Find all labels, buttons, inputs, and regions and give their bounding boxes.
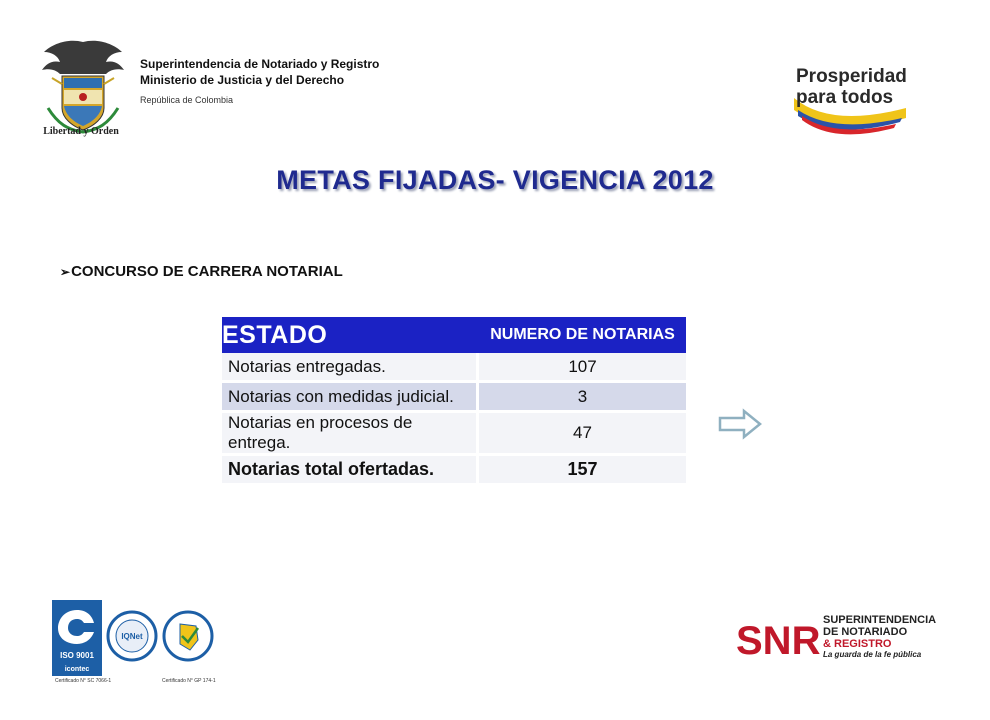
bullet-text: CONCURSO DE CARRERA NOTARIAL bbox=[71, 263, 343, 280]
row-label: Notarias entregadas. bbox=[222, 353, 479, 383]
org-name: Superintendencia de Notariado y Registro bbox=[140, 57, 380, 71]
snr-mark: SNR bbox=[736, 619, 821, 663]
row-label: Notarias en procesos de entrega. bbox=[222, 413, 479, 456]
snr-line1: SUPERINTENDENCIA bbox=[823, 614, 937, 626]
ministry-name: Ministerio de Justicia y del Derecho bbox=[140, 73, 345, 87]
bullet-item bbox=[60, 263, 343, 280]
right-arrow-icon[interactable] bbox=[718, 409, 762, 439]
prosperidad-line1: Prosperidad bbox=[796, 66, 907, 87]
row-value: 107 bbox=[479, 353, 686, 383]
iqnet-label: IQNet bbox=[121, 632, 143, 641]
table-row bbox=[222, 383, 686, 413]
table-total-row bbox=[222, 456, 686, 486]
snr-tagline: La guarda de la fe pública bbox=[823, 650, 922, 659]
snr-line2: DE NOTARIADO bbox=[823, 626, 908, 638]
bullet-arrow-icon: ➢ bbox=[60, 265, 71, 279]
total-label: Notarias total ofertadas. bbox=[222, 456, 479, 486]
row-value: 3 bbox=[479, 383, 686, 413]
row-value: 47 bbox=[479, 413, 686, 456]
coat-of-arms-icon bbox=[38, 38, 128, 140]
page-title: METAS FIJADAS- VIGENCIA 2012 bbox=[276, 165, 714, 195]
total-value: 157 bbox=[479, 456, 686, 486]
snr-logo bbox=[736, 612, 821, 663]
coat-caption: Libertad y Orden bbox=[43, 126, 119, 137]
column-header-numero: NUMERO DE NOTARIAS bbox=[479, 317, 686, 353]
prosperidad-line2: para todos bbox=[796, 87, 894, 108]
cert-caption-a: Certificado N° SC 7066-1 bbox=[55, 678, 112, 684]
table-row bbox=[222, 413, 686, 456]
notarias-table bbox=[222, 317, 686, 486]
country-name: República de Colombia bbox=[140, 95, 234, 105]
column-header-estado: ESTADO bbox=[222, 317, 479, 353]
table-header-row bbox=[222, 317, 686, 353]
table-row bbox=[222, 353, 686, 383]
certification-logos bbox=[50, 598, 218, 690]
icontec-label: icontec bbox=[64, 666, 90, 673]
prosperidad-logo bbox=[790, 58, 910, 130]
cert-caption-b: Certificado N° GP 174-1 bbox=[162, 678, 216, 684]
snr-line3: & REGISTRO bbox=[823, 638, 892, 650]
iso-label: ISO 9001 bbox=[60, 651, 94, 660]
snr-wordmark bbox=[823, 614, 936, 660]
row-label: Notarias con medidas judicial. bbox=[222, 383, 479, 413]
